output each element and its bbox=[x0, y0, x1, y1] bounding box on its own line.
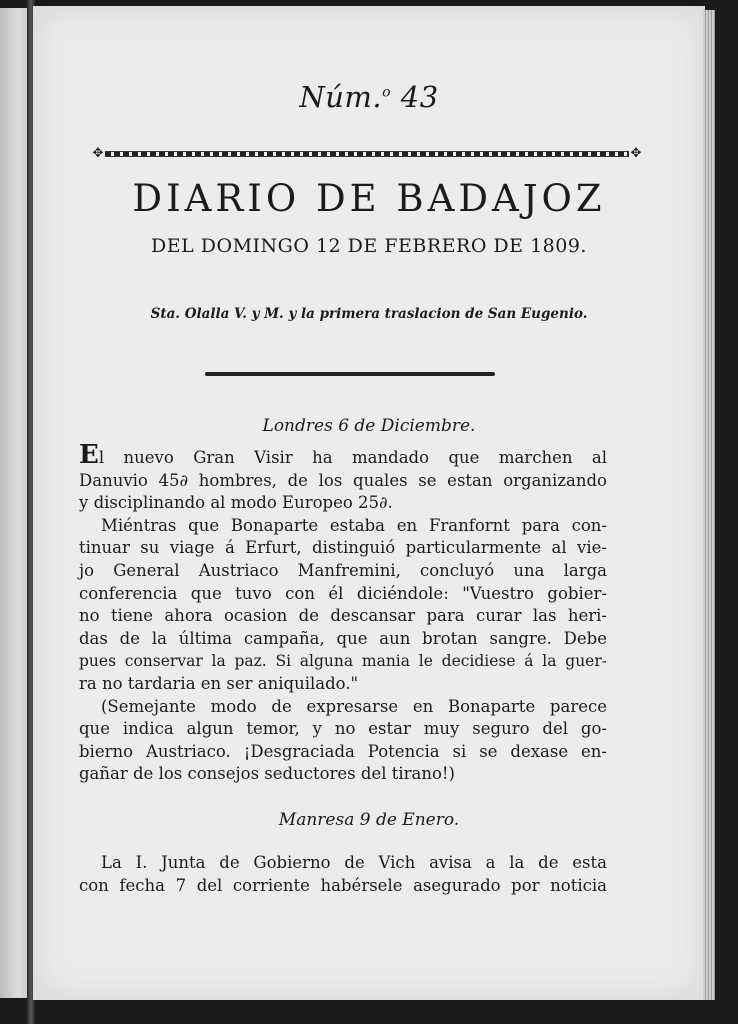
article-line: conferencia que tuvo con él diciéndole: "Vuestro gobier- bbox=[79, 583, 607, 603]
section-rule bbox=[205, 372, 495, 376]
article-line: (Semejante modo de expresarse en Bonaparte parece bbox=[101, 696, 607, 716]
left-page-edge bbox=[0, 8, 30, 998]
issue-label-sup: o bbox=[382, 84, 392, 101]
issue-value: 43 bbox=[400, 80, 439, 114]
saints-of-day: Sta. Olalla V. y M. y la primera traslacion de San Eugenio. bbox=[150, 306, 588, 322]
article-line: y disciplinando al modo Europeo 25∂. bbox=[79, 493, 393, 513]
article-line: Danuvio 45∂ hombres, de los quales se estan organizando bbox=[79, 470, 607, 490]
article-line: tinuar su viage á Erfurt, distinguió particularmente al vie- bbox=[79, 538, 607, 558]
article-line: pues conservar la paz. Si alguna mania le decidiese á la guer- bbox=[79, 652, 607, 671]
section-heading-londres: Londres 6 de Diciembre. bbox=[262, 416, 476, 436]
fleuron-icon: ✥ bbox=[92, 146, 104, 161]
article-line: Miéntras que Bonaparte estaba en Franfornt para con- bbox=[101, 515, 607, 535]
fleuron-icon: ✥ bbox=[630, 146, 642, 161]
article-line: bierno Austriaco. ¡Desgraciada Potencia si se dexase en- bbox=[79, 741, 607, 761]
article-manresa bbox=[79, 852, 607, 897]
page-stack-edge bbox=[703, 10, 715, 1000]
issue-dateline: DEL DOMINGO 12 DE FEBRERO DE 1809. bbox=[151, 235, 587, 257]
article-line: La I. Junta de Gobierno de Vich avisa a la de esta bbox=[101, 853, 607, 872]
issue-label: Núm. bbox=[299, 80, 383, 114]
article-line: gañar de los consejos seductores del tirano!) bbox=[79, 764, 455, 784]
article-line bbox=[79, 440, 607, 470]
ornamental-rule bbox=[91, 147, 643, 161]
article-line: das de la última campaña, que aun brotan sangre. Debe bbox=[79, 628, 607, 648]
article-line: no tiene ahora ocasion de descansar para curar las heri- bbox=[79, 606, 607, 626]
newspaper-page bbox=[33, 6, 705, 1000]
article-line: con fecha 7 del corriente habérsele asegurado por noticia bbox=[79, 875, 607, 895]
drop-cap: E bbox=[79, 440, 99, 470]
section-heading-manresa: Manresa 9 de Enero. bbox=[278, 810, 460, 830]
ornament-chain bbox=[105, 151, 629, 157]
article-line: ra no tardaria en ser aniquilado." bbox=[79, 673, 359, 693]
masthead-title: DIARIO DE BADAJOZ bbox=[132, 177, 606, 220]
issue-number bbox=[33, 80, 705, 114]
article-line: que indica algun temor, y no estar muy seguro del go- bbox=[79, 719, 607, 739]
article-londres bbox=[79, 440, 607, 786]
article-line: jo General Austriaco Manfremini, concluyó una larga bbox=[79, 560, 607, 580]
article-line-text: l nuevo Gran Visir ha mandado que marchen al bbox=[98, 448, 607, 467]
